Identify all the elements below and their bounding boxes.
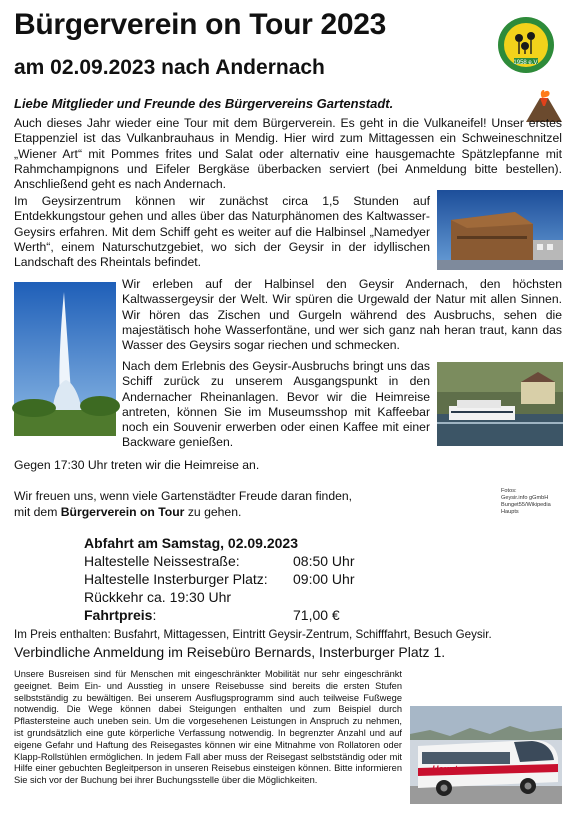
paragraph-geysir-center: Im Geysirzentrum können wir zunächst circa 1,5 Stunden auf Entdekkungstour gehen und alles über das Naturphänomen des Kaltwasser-Geysirs erfahren. Mit dem Schiff geht es weiter auf die Halbinsel „Namedyer Werth“, einem Naturschutzgebiet, wo sich der Geysir in der idyllischen Landschaft des Rheintals befindet.: [14, 194, 430, 270]
page-title: Bürgerverein on Tour 2023: [14, 8, 387, 41]
paragraph-departure-home: Gegen 17:30 Uhr treten wir die Heimreise an.: [14, 458, 260, 472]
page-subtitle: am 02.09.2023 nach Andernach: [14, 56, 325, 79]
schedule-row: Haltestelle Neissestraße: 08:50 Uhr: [84, 553, 355, 569]
closing-text: [14, 488, 352, 520]
intro-heading: Liebe Mitglieder und Freunde des Bürgervereins Gartenstadt.: [14, 96, 394, 111]
price-includes: Im Preis enthalten: Busfahrt, Mittagessen, Eintritt Geysir-Zentrum, Schifffahrt, Besuch Geysir.: [14, 628, 492, 641]
bus-brand: Haupts: [432, 764, 463, 774]
paragraph-return-ship: Nach dem Erlebnis des Geysir-Ausbruchs bringt uns das Schiff zurück zu unserem Ausgangspunkt in den Andernacher Rheinanlagen. Bevor wir die Heimreise antreten, können Sie im Museumsshop mit Kaffeebar noch ein Souvenir erwerben oder einen Kaffee mit einer Backware genießen.: [122, 359, 430, 450]
geysir-center-photo: [437, 190, 563, 270]
ship-photo: [437, 362, 563, 446]
photo-credits: Fotos: Geysir.info gGmbH Bunget55/Wikipedia Haupts: [501, 488, 551, 515]
price-value: 71,00 €: [293, 607, 340, 623]
closing-brand: Bürgerverein on Tour: [60, 505, 185, 519]
bus-photo: [410, 706, 562, 804]
return-time: Rückkehr ca. 19:30 Uhr: [84, 589, 232, 605]
paragraph-geysir-experience: Wir erleben auf der Halbinsel den Geysir Andernach, den höchsten Kaltwassergeysir der Welt. Wir spüren die Urgewald der Natur mit allen Sinnen. Wir hören das Zischen und Gurgeln während des Ausbruchs, sehen die majestätisch hohe Wasserfontäne, und wer sich ganz nah heran traut, kann das Wasser des Geysirs sogar riechen und schmecken.: [122, 277, 562, 353]
price-row: Fahrtpreis: 71,00 €: [84, 607, 340, 623]
closing-line-2: mit dem Bürgerverein on Tour zu gehen.: [14, 505, 242, 519]
schedule-row: Haltestelle Insterburger Platz: 09:00 Uhr: [84, 571, 355, 587]
geysir-photo: [14, 282, 116, 436]
registration-info: Verbindliche Anmeldung im Reisebüro Bernards, Insterburger Platz 1.: [14, 644, 446, 660]
club-logo: [497, 16, 555, 74]
price-label: Fahrtpreis: [84, 607, 153, 623]
mobility-notice: Unsere Busreisen sind für Menschen mit eingeschränkter Mobilität nur sehr eingeschränkt geeignet. Beim Ein- und Ausstieg in unsere Reisebusse sind bereits die ersten Stufen selbstständig zu bewältigen. Bei unserem Ausflugsprogramm sind auch teilweise Fußwege notwendig. Die Wege können dabei Steigungen enthalten und zum Beispiel durch Pflastersteine auch uneben sein. Um die vorgesehenen Leistungen in Anspruch zu nehmen, ist grundsätzlich eine gute körperliche Verfassung notwendig. In begrenzter Anzahl und auf eigene Gefahr und Haftung des Reisegastes können wir eine Mitnahme von Rollatoren oder Klapp-Rollstühlen ermöglichen. In jedem Fall aber muss der Reisegast selbstständig oder mit Hilfe einer gebuchten Begleitperson in unseren Reisebus einsteigen können. Bitte informieren Sie sich vor der Buchung bei ihrer Buchungsstelle über die Möglichkeiten.: [14, 669, 402, 786]
logo-year: 1958 e.V.: [513, 60, 539, 66]
schedule-heading: Abfahrt am Samstag, 02.09.2023: [84, 535, 298, 551]
closing-line-1: Wir freuen uns, wenn viele Gartenstädter Freude daran finden,: [14, 489, 353, 503]
paragraph-intro: Auch dieses Jahr wieder eine Tour mit dem Bürgerverein. Es geht in die Vulkaneifel! Unser erstes Etappenziel ist das Vulkanbrauhaus in Mendig. Hier wird zum Mittagessen ein Schweineschnitzel „Wiener Art“ mit Pommes frites und Salat oder alternativ eine hausgemachte Spätzlepfanne mit Rahmchampignons und Eifeler Bergkäse überbacken serviert (bei Anmeldung bitte bestellen). Anschließend geht es nach Andernach.: [14, 116, 562, 192]
schedule-block: [84, 534, 404, 624]
